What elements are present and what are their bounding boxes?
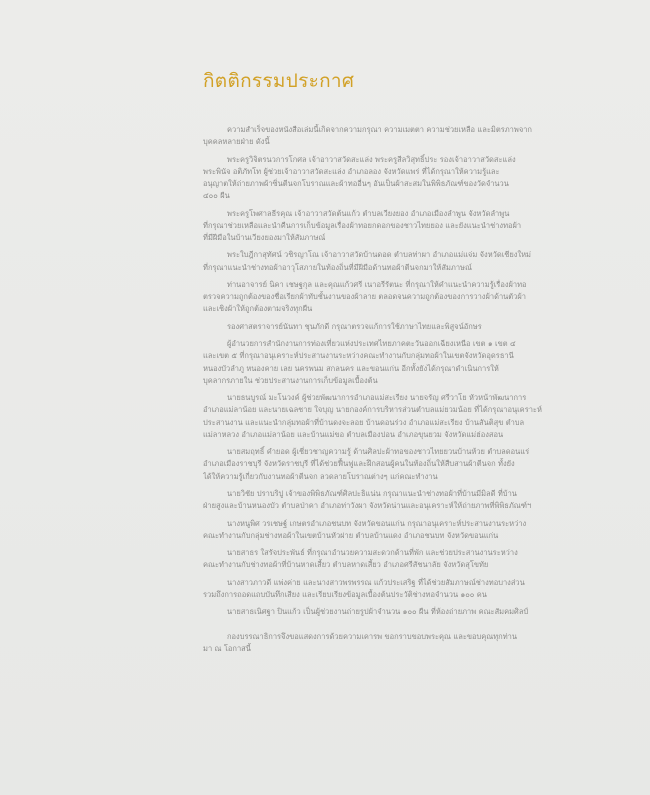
paragraph-line: ที่กรุณาช่วยเหลือและนำคืนการเก็บข้อมูลเรื่องผ้าทอยกดอกของชาวไทยยอง และยังแนะนำช่างทอผ้า [203,220,522,230]
paragraph-line: ได้ให้ความรู้เกี่ยวกับงานทอผ้าตีนจก ลวดลายโบราณต่างๆ แก่คณะทำงาน [203,471,438,481]
paragraph-line: ๔๐๐ ผืน [203,191,230,201]
paragraph-line: พระครูโพศาลธีรคุณ เจ้าอาวาสวัดต้นแก้ว ตำบลเวียงยอง อำเภอเมืองลำพูน จังหวัดลำพูน [227,208,510,218]
closing-paragraph [203,631,601,655]
paragraph-line: ผู้อำนวยการสำนักงานการท่องเที่ยวแห่งประเทศไทยภาคตะวันออกเฉียงเหนือ เขต ๑ เขต ๔ [227,339,516,349]
paragraph-line: ตรวจความถูกต้องของชื่อเรียกผ้าทับชั้นงานของผ้าลาย ตลอดจนความถูกต้องของการวางผ้าด้านตัวผ้า [203,292,526,302]
paragraph-line: รวมถึงการถอดแถบบันทึกเสียง และเรียบเรียงข้อมูลเบื้องต้นประวัติช่างทอจำนวน ๑๐๐ คน [203,589,487,599]
paragraph-line: รองศาสตราจารย์นันทา ชุนภักดี กรุณาตรวจแก้การใช้ภาษาไทยและพิสูจน์อักษร [227,321,482,331]
paragraph-line: ท่านอาจารย์ นิคา เชษฐกุล และคุณแก้วศรี เนาอรีรัตนะ ที่กรุณาให้คำแนะนำความรู้เรื่องผ้าทอ [227,279,527,289]
paragraph-line: อนุญาตให้ถ่ายภาพผ้าซิ่นตีนจกโบราณและผ้าทออื่นๆ อันเป็นผ้าสะสมในพิพิธภัณฑ์ของวัดจำนวน [203,179,509,188]
paragraph-line: อำเภอเมืองราชบุรี จังหวัดราชบุรี ที่ได้ช่วยฟื้นฟูและฝึกสอนผู้คนในท้องถิ่นให้สืบสานผ้าตีนจก ทั้งยัง [203,459,515,469]
paragraph [203,249,601,273]
paragraph-line: นายสาธร ใสรัจประพันธ์ ที่กรุณาอำนวยความสะดวกด้านที่พัก และช่วยประสานงานระหว่าง [227,548,518,558]
paragraph-line: คณะทำงานกับกลุ่มช่างทอผ้าในเขตบ้านหัวฝาย ตำบลบ้านแดง อำเภอชนบท จังหวัดขอนแก่น [203,530,499,540]
paragraph-line: พระใบฎีกาสุทัศน์ วชิรญาโณ เจ้าอาวาสวัดบ้านดอด ตำบลท่าผา อำเภอแม่แจ่ม จังหวัดเชียงใหม่ [227,250,531,260]
paragraph [203,124,601,148]
paragraph [203,606,601,618]
paragraph-line: นางสาวภาวดี แพ่งค่าย และนางสาวพรพรรณ แก้วประเสริฐ ที่ได้ช่วยสัมภาษณ์ช่างทอบางส่วน [227,577,525,587]
paragraph [203,154,601,203]
closing-line: กองบรรณาธิการจึงขอแสดงการด้วยความเคารพ ขอกราบขอบพระคุณ และขอบคุณทุกท่าน [227,631,517,641]
paragraph [203,488,601,512]
paragraph [203,392,601,441]
paragraph-line: นางหนูพิศ วรเชษฐ์ เกษตรอำเภอชนบท จังหวัดขอนแก่น กรุณาอนุเคราะห์ประสานงานระหว่าง [227,518,527,528]
paragraph-line: นายธนบูรณ์ มะโนวงค์ ผู้ช่วยพัฒนาการอำเภอแม่สะเรียง นายจรัญ ศรีวาโย หัวหน้าพัฒนาการ [227,393,527,403]
paragraph-line: และเชิงผ้าให้ถูกต้องตามจริงทุกผืน [203,304,313,314]
paragraph-line: คณะทำงานกับช่างทอผ้าที่บ้านหาดเสี้ยว ตำบลหาดเสี้ยว อำเภอศรีสัชนาลัย จังหวัดสุโขทัย [203,560,489,570]
paragraph-line: แม่ลาหลวง อำเภอแม่ลาน้อย และบ้านแม่ขอ ตำบลเมืองปอน อำเภอขุนยวม จังหวัดแม่ฮ่องสอน [203,429,504,439]
paragraph-line: และเขต ๕ ที่กรุณาอนุเคราะห์ประสานงานระหว่างคณะทำงานกับกลุ่มทอผ้าในเขตจังหวัดอุดรธานี [203,351,514,361]
body-text [203,124,601,660]
paragraph-line: ที่กรุณาแนะนำช่างทอผ้าอาวุโสภายในท้องถิ่นที่มีฝีมือด้านทอผ้าตีนจกมาให้สัมภาษณ์ [203,262,472,272]
paragraph-line: พระครูวิจิตรนวการโกศล เจ้าอาวาสวัดสะแล่ง พระครูสีลวิสุทธิ์ประ รองเจ้าอาวาสวัดสะแล่ง [227,154,516,164]
paragraph-line: นายสาธเนิศฐา ปินแก้ว เป็นผู้ช่วยงานถ่ายรูปผ้าจำนวน ๑๐๐ ผืน ที่ห้องถ่ายภาพ คณะสัมคมศิลป์ [227,607,529,617]
paragraph-line: บุคลากรภายใน ช่วยประสานงานการเก็บข้อมูลเบื้องต้น [203,375,378,385]
closing-line: มา ณ โอกาสนี้ [203,643,251,653]
paragraph-line: บุคคลหลายฝ่าย ดังนี้ [203,137,270,147]
paragraph-line: พระพินัจ อติภัทโท ผู้ช่วยเจ้าอาวาสวัดสะแล่ง อำเภอลอง จังหวัดแพร่ ที่ได้กรุณาให้ความรู้และ [203,166,500,176]
paragraph-line: อำเภอแม่ลาน้อย และนายเฉลชาย ใจบุญ นายกองค์การบริหารส่วนตำบลแม่ยวมน้อย ที่ได้กรุณาอนุเคราะห์ [203,405,542,415]
page-title: กิตติกรรมประกาศ [203,70,355,92]
paragraph [203,446,601,483]
paragraph-line: หนองบัวลำภู หนองคาย เลย นครพนม สกลนคร และขอนแก่น อีกทั้งยังได้กรุณาดำเนินการให้ [203,363,499,373]
paragraph-line: นายวิชัย ปราบริปู เจ้าของพิพิธภัณฑ์ศิลปะธิแน่น กรุณาแนะนำช่างทอผ้าที่บ้านมีมิลดี ที่บ้าน [227,488,517,498]
paragraph [203,577,601,601]
paragraph-line: ที่มีฝีมือในบ้านเวียงยองมาให้สัมภาษณ์ [203,233,326,242]
paragraph [203,518,601,542]
paragraph-line: นายสมฤทธิ์ คำยอด ผู้เชี่ยวชาญความรู้ ด้านศิลปะผ้าทอของชาวไทยยวนบ้านห้วย ตำบลดอนแร่ [227,447,530,457]
paragraph-line: ประสานงาน และแนะนำกลุ่มทอผ้าที่บ้านดงจะลอย บ้านดอนร่วง อำเภอแม่สะเรียง บ้านสันติสุข ตำบล [203,417,525,427]
paragraph-list [203,124,601,619]
paragraph-line: ฝ่ายสูงและบ้านหนองบัว ตำบลป่าคา อำเภอท่าวังผา จังหวัดน่านและอนุเคราะห์ให้ถ่ายภาพที่พิพิธภัณฑ์ฯ [203,501,532,511]
paragraph-line: ความสำเร็จของหนังสือเล่มนี้เกิดจากความกรุณา ความเมตตา ความช่วยเหลือ และมิตรภาพจาก [227,125,532,134]
paragraph [203,279,601,316]
paragraph [203,547,601,571]
paragraph [203,321,601,333]
paragraph [203,338,601,387]
paragraph [203,208,601,245]
